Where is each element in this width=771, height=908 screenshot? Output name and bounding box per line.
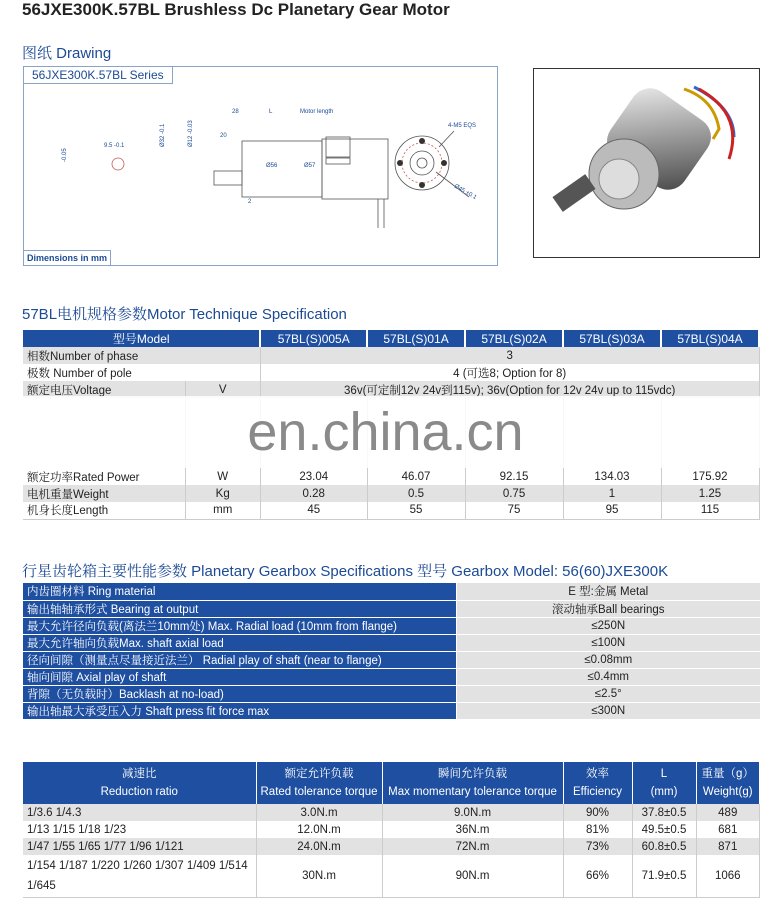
header-en: Rated tolerance torque: [260, 786, 378, 798]
cell: 72N.m: [382, 838, 563, 855]
table-row: [23, 617, 760, 634]
table-row: [23, 502, 759, 519]
table-header-row: [23, 762, 760, 804]
table-row: [23, 485, 759, 502]
cell: 36v(可定制12v 24v到115v); 36v(Option for 12v 24v up to 115vdc): [260, 381, 759, 398]
col-header: [632, 762, 696, 804]
cell: 4 (可选8; Option for 8): [260, 364, 759, 381]
cell: 134.03: [563, 468, 661, 485]
row-label: 相数Number of phase: [23, 347, 260, 364]
table-row: [23, 804, 760, 821]
table-row: [23, 583, 760, 600]
spec-label: 最大允许径向负载(离法兰10mm处) Max. Radial load (10mm from flange): [23, 617, 456, 634]
spec-label: 背隙（无负载时）Backlash at no-load): [23, 685, 456, 702]
row-label: 极数 Number of pole: [23, 364, 260, 381]
dim-45: Ø45 ±0.1: [453, 183, 478, 202]
row-label: 机身长度Length: [23, 502, 185, 519]
cell: 1066: [696, 855, 760, 897]
row-label: 电机重量Weight: [23, 485, 185, 502]
header-cn: L: [660, 768, 668, 780]
cell: 81%: [563, 821, 632, 838]
cell: 3.0N.m: [256, 804, 382, 821]
col-header: [382, 762, 563, 804]
spec-label: 径向间隙（测量点尽量接近法兰） Radial play of shaft (near to flange): [23, 651, 456, 668]
spec-value: ≤250N: [456, 617, 760, 634]
spec-label: 轴向间隙 Axial play of shaft: [23, 668, 456, 685]
cell: 90%: [563, 804, 632, 821]
cell: 36N.m: [382, 821, 563, 838]
dim-12: Ø12 -0.03: [188, 120, 194, 147]
cell: 24.0N.m: [256, 838, 382, 855]
cell: 37.8±0.5: [632, 804, 696, 821]
model-col: 57BL(S)04A: [661, 330, 759, 347]
unit: V: [185, 381, 260, 398]
cell: 75: [465, 502, 563, 519]
spec-value: ≤300N: [456, 702, 760, 719]
cell: 175.92: [661, 468, 759, 485]
cell: 871: [696, 838, 760, 855]
spec-label: 最大允许轴向负载Max. shaft axial load: [23, 634, 456, 651]
cell: 681: [696, 821, 760, 838]
dim-56: Ø56: [266, 163, 278, 169]
spec-value: ≤2.5°: [456, 685, 760, 702]
header-en: (mm): [650, 786, 678, 798]
table-row: [23, 468, 759, 485]
spec-label: 内齿圈材料 Ring material: [23, 583, 456, 600]
col-header: [23, 762, 256, 804]
table-row: [23, 600, 760, 617]
spec-value: 滚动轴承Ball bearings: [456, 600, 760, 617]
drawing-heading: 图纸 Drawing: [22, 45, 112, 62]
unit: W: [185, 468, 260, 485]
dim-key: 9.5 -0.1: [104, 143, 125, 149]
reduction-ratio-table: [23, 762, 760, 898]
header-en: Reduction ratio: [100, 786, 178, 798]
header-cn: 瞬间允许负载: [438, 768, 507, 780]
model-col: 57BL(S)01A: [367, 330, 465, 347]
model-col: 57BL(S)03A: [563, 330, 661, 347]
cell: 73%: [563, 838, 632, 855]
col-header: [563, 762, 632, 804]
cell: 9.0N.m: [382, 804, 563, 821]
cell: 60.8±0.5: [632, 838, 696, 855]
table-row: [23, 855, 760, 897]
spec-label: 输出轴最大承受压入力 Shaft press fit force max: [23, 702, 456, 719]
row-label: 额定功率Rated Power: [23, 468, 185, 485]
table-row: [23, 702, 760, 719]
dim-l: L: [269, 109, 273, 115]
spec-value: ≤0.4mm: [456, 668, 760, 685]
unit: Kg: [185, 485, 260, 502]
cell: 46.07: [367, 468, 465, 485]
table-header-row: [23, 330, 759, 347]
cell: 1/154 1/187 1/220 1/260 1/307 1/409 1/514 1/645: [23, 855, 256, 897]
cell: 1/47 1/55 1/65 1/77 1/96 1/121: [23, 838, 256, 855]
cell: 12.0N.m: [256, 821, 382, 838]
cell: 55: [367, 502, 465, 519]
cell: 66%: [563, 855, 632, 897]
cell: 45: [260, 502, 367, 519]
spec-label: 输出轴轴承形式 Bearing at output: [23, 600, 456, 617]
cell: 0.28: [260, 485, 367, 502]
spec-value: ≤0.08mm: [456, 651, 760, 668]
unit: mm: [185, 502, 260, 519]
dim-28: 28: [232, 109, 239, 115]
dim-2: 2: [248, 199, 252, 205]
drawing-svg: [24, 67, 499, 267]
dim-motor-length: Motor length: [300, 109, 334, 115]
cell: 30N.m: [256, 855, 382, 897]
model-col: 57BL(S)02A: [465, 330, 563, 347]
series-label: 56JXE300K.57BL Series: [24, 67, 173, 84]
cell: 115: [661, 502, 759, 519]
cell: 0.5: [367, 485, 465, 502]
dimensions-note: Dimensions in mm: [24, 250, 111, 265]
cell: 92.15: [465, 468, 563, 485]
cell: 90N.m: [382, 855, 563, 897]
header-cn: 重量（g）: [701, 768, 754, 780]
cell: 489: [696, 804, 760, 821]
header-cn: 额定允许负载: [284, 768, 354, 780]
page-title: 56JXE300K.57BL Brushless Dc Planetary Gear Motor: [22, 0, 450, 19]
gearbox-heading: 行星齿轮箱主要性能参数 Planetary Gearbox Specifications 型号 Gearbox Model: 56(60)JXE300K: [22, 563, 669, 580]
table-row: [23, 634, 760, 651]
header-cn: 效率: [586, 768, 609, 780]
gear-motor-image: [534, 69, 760, 258]
table-row: [23, 651, 760, 668]
row-label: 额定电压Voltage: [23, 381, 185, 398]
model-col: 57BL(S)005A: [260, 330, 367, 347]
cell: 95: [563, 502, 661, 519]
cell: 71.9±0.5: [632, 855, 696, 897]
table-row: [23, 347, 759, 364]
model-header: 型号Model: [23, 330, 260, 347]
gearbox-spec-table: [23, 583, 760, 720]
spec-value: E 型:金属 Metal: [456, 583, 760, 600]
header-en: Max momentary tolerance torque: [388, 786, 557, 798]
cell: 1/3.6 1/4.3: [23, 804, 256, 821]
col-header: [696, 762, 760, 804]
table-row: [23, 838, 760, 855]
dim-32: Ø32 -0.1: [160, 123, 166, 147]
header-cn: 减速比: [122, 768, 157, 780]
motor-photo: [533, 68, 760, 258]
table-row: [23, 685, 760, 702]
cell: 1: [563, 485, 661, 502]
dim-tol: -0.05: [62, 148, 68, 162]
dimension-drawing: [23, 66, 498, 266]
cell: 23.04: [260, 468, 367, 485]
table-row: [23, 668, 760, 685]
header-en: Weight(g): [702, 786, 753, 798]
table-row: [23, 821, 760, 838]
motor-spec-heading: 57BL电机规格参数Motor Technique Specification: [22, 306, 347, 323]
col-header: [256, 762, 382, 804]
cell: 1.25: [661, 485, 759, 502]
cell: 1/13 1/15 1/18 1/23: [23, 821, 256, 838]
cell: 3: [260, 347, 759, 364]
header-en: Efficiency: [572, 786, 622, 798]
cell: 49.5±0.5: [632, 821, 696, 838]
watermark: en.china.cn: [0, 396, 771, 468]
dim-57: Ø57: [304, 163, 316, 169]
dim-m5: 4-M5 EQS: [448, 123, 477, 129]
cell: 0.75: [465, 485, 563, 502]
spec-value: ≤100N: [456, 634, 760, 651]
table-row: [23, 364, 759, 381]
dim-20: 20: [220, 133, 227, 139]
